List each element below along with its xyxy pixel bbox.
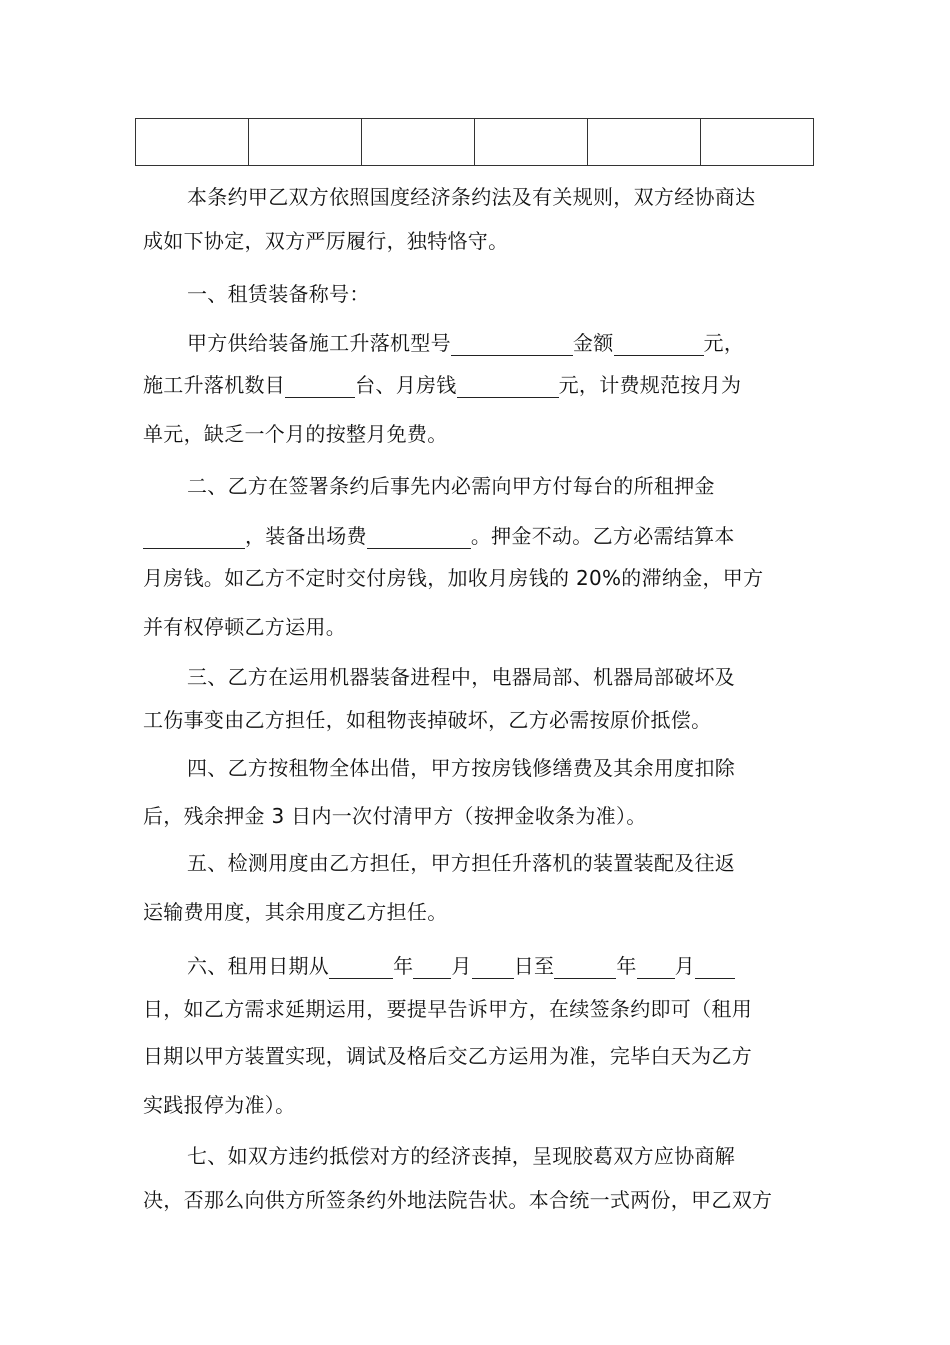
clause-5-line-1: 五、检测用度由乙方担任，甲方担任升落机的装置装配及往返 bbox=[187, 851, 736, 875]
quantity-blank bbox=[285, 375, 355, 398]
text: 金额 bbox=[572, 331, 614, 355]
clause-6-line-4: 实践报停为准）。 bbox=[143, 1093, 296, 1117]
text: 施工升落机数目 bbox=[143, 373, 286, 397]
clause-1-heading: 一、租赁装备称号： bbox=[187, 282, 370, 306]
header-table bbox=[135, 118, 814, 166]
clause-7-line-2: 决，否那么向供方所签条约外地法院告状。本合统一式两份，甲乙双方 bbox=[143, 1188, 773, 1212]
clause-6-line-1 bbox=[187, 953, 735, 979]
table-cell bbox=[475, 119, 588, 165]
text: 年 bbox=[616, 954, 637, 978]
clause-1-line-1 bbox=[187, 330, 744, 356]
clause-2-line-4: 并有权停顿乙方运用。 bbox=[143, 615, 346, 639]
model-blank bbox=[451, 333, 573, 356]
text: ，装备出场费 bbox=[245, 524, 367, 548]
clause-2-line-1: 二、乙方在签署条约后事先内必需向甲方付每台的所租押金 bbox=[187, 474, 715, 498]
clause-2-line-2 bbox=[143, 523, 735, 549]
clause-3-line-1: 三、乙方在运用机器装备进程中，电器局部、机器局部破坏及 bbox=[187, 665, 736, 689]
clause-1-line-3: 单元，缺乏一个月的按整月免费。 bbox=[143, 422, 448, 446]
table-cell bbox=[249, 119, 362, 165]
table-cell bbox=[362, 119, 475, 165]
clause-7-line-1: 七、如双方违约抵偿对方的经济丧掉，呈现胶葛双方应协商解 bbox=[187, 1144, 736, 1168]
clause-5-line-2: 运输费用度，其余用度乙方担任。 bbox=[143, 900, 448, 924]
clause-6-line-2: 日，如乙方需求延期运用，要提早告诉甲方，在续签条约即可（租用 bbox=[143, 997, 752, 1021]
text: 台、月房钱 bbox=[355, 373, 457, 397]
amount-blank bbox=[614, 333, 704, 356]
text: 年 bbox=[393, 954, 414, 978]
start-day-blank bbox=[472, 956, 514, 979]
rent-blank bbox=[457, 375, 559, 398]
text: 六、租用日期从 bbox=[187, 954, 330, 978]
text: 。押金不动。乙方必需结算本 bbox=[470, 524, 735, 548]
table-cell bbox=[701, 119, 813, 165]
intro-line-2: 成如下协定，双方严厉履行，独特恪守。 bbox=[143, 229, 509, 253]
clause-4-line-2: 后，残余押金 3 日内一次付清甲方（按押金收条为准）。 bbox=[143, 804, 647, 828]
start-month-blank bbox=[413, 956, 451, 979]
start-year-blank bbox=[329, 956, 393, 979]
clause-6-line-3: 日期以甲方装置实现，调试及格后交乙方运用为准，完毕白天为乙方 bbox=[143, 1044, 752, 1068]
text: 元，计费规范按月为 bbox=[558, 373, 742, 397]
text: 元， bbox=[703, 331, 745, 355]
fee-blank bbox=[367, 526, 471, 549]
intro-line-1: 本条约甲乙双方依照国度经济条约法及有关规则，双方经协商达 bbox=[187, 185, 756, 209]
text: 月 bbox=[451, 954, 472, 978]
deposit-blank bbox=[143, 526, 245, 549]
clause-2-line-3: 月房钱。如乙方不定时交付房钱，加收月房钱的 20%的滞纳金，甲方 bbox=[143, 566, 764, 590]
end-month-blank bbox=[637, 956, 675, 979]
table-cell bbox=[588, 119, 701, 165]
clause-3-line-2: 工伤事变由乙方担任，如租物丧掉破坏，乙方必需按原价抵偿。 bbox=[143, 708, 712, 732]
text: 月 bbox=[674, 954, 695, 978]
clause-4-line-1: 四、乙方按租物全体出借，甲方按房钱修缮费及其余用度扣除 bbox=[187, 756, 736, 780]
text: 甲方供给装备施工升落机型号 bbox=[187, 331, 451, 355]
clause-1-line-2 bbox=[143, 372, 741, 398]
end-year-blank bbox=[554, 956, 616, 979]
table-cell bbox=[136, 119, 249, 165]
text: 日至 bbox=[513, 954, 555, 978]
end-day-blank bbox=[695, 956, 735, 979]
